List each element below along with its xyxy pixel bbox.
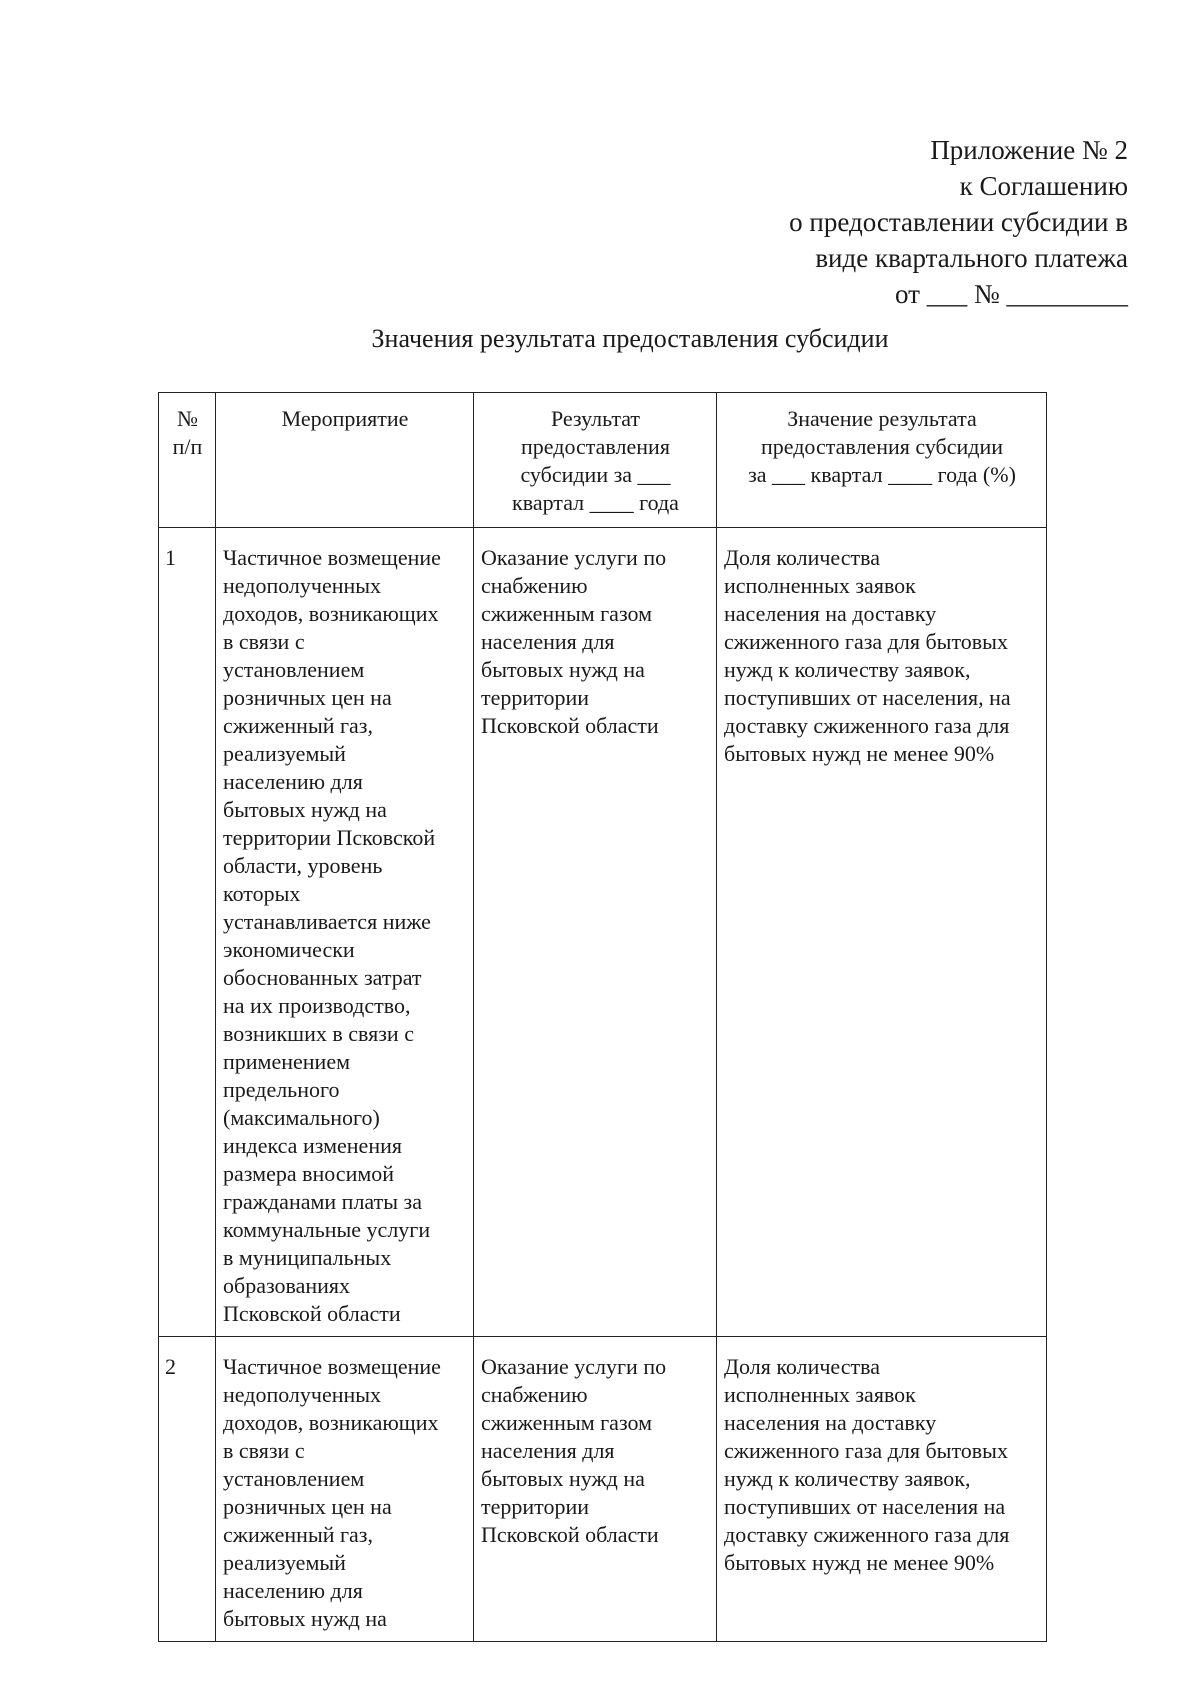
results-table	[158, 392, 1047, 1642]
text-line: реализуемый	[223, 741, 346, 766]
text-line: бытовых нужд на	[481, 657, 645, 682]
text-line: области, уровень	[223, 853, 383, 878]
text-line: Оказание услуги по	[481, 545, 667, 570]
text-line: сжиженный газ,	[223, 1522, 373, 1547]
text-line: установлением	[223, 657, 365, 682]
text-line: населения для	[481, 629, 615, 654]
text-line: которых	[223, 881, 301, 906]
text-line: бытовых нужд не менее 90%	[724, 1550, 995, 1575]
text-line: установлением	[223, 1466, 365, 1491]
row-result	[474, 1337, 717, 1642]
text-line: сжиженным газом	[481, 601, 653, 626]
text-line: населения на доставку	[724, 1410, 937, 1435]
text-line: населению для	[223, 1578, 363, 1603]
appendix-to-agreement: к Соглашению	[959, 171, 1128, 201]
text-line: территории Псковской	[223, 825, 436, 850]
text-line: нужд к количеству заявок,	[724, 1466, 971, 1491]
table-row	[159, 528, 1047, 1337]
text-line: доходов, возникающих	[223, 1410, 439, 1435]
text-line: квартал ____ года	[512, 490, 679, 515]
text-line: п/п	[172, 434, 203, 459]
text-line: применением	[223, 1049, 351, 1074]
row-value	[717, 1337, 1047, 1642]
appendix-subject-line-1: о предоставлении субсидии в	[789, 207, 1128, 237]
text-line: доставку сжиженного газа для	[724, 713, 1010, 738]
text-line: реализуемый	[223, 1550, 346, 1575]
header-event	[216, 393, 474, 528]
text-line: территории	[481, 1494, 590, 1519]
text-line: нужд к количеству заявок,	[724, 657, 971, 682]
text-line: населения на доставку	[724, 601, 937, 626]
text-line: Псковской области	[223, 1301, 401, 1326]
text-line: гражданами платы за	[223, 1189, 422, 1214]
text-line: на их производство,	[223, 993, 411, 1018]
text-line: розничных цен на	[223, 685, 392, 710]
appendix-header	[668, 132, 1128, 312]
text-line: коммунальные услуги	[223, 1217, 431, 1242]
row-event	[216, 1337, 474, 1642]
text-line: территории	[481, 685, 590, 710]
text-line: бытовых нужд на	[223, 1606, 387, 1631]
header-num	[159, 393, 216, 528]
text-line: доставку сжиженного газа для	[724, 1522, 1010, 1547]
table-row	[159, 1337, 1047, 1642]
text-line: недополученных	[223, 573, 382, 598]
text-line: в муниципальных	[223, 1245, 392, 1270]
text-line: Значение результата	[787, 406, 977, 431]
text-line: исполненных заявок	[724, 1382, 916, 1407]
row-value	[717, 528, 1047, 1337]
text-line: субсидии за ___	[520, 462, 671, 487]
text-line: предельного	[223, 1077, 340, 1102]
appendix-number: Приложение № 2	[930, 135, 1128, 165]
text-line: размера вносимой	[223, 1161, 395, 1186]
text-line: (максимального)	[223, 1105, 380, 1130]
text-line: населению для	[223, 769, 363, 794]
text-line: сжиженным газом	[481, 1410, 653, 1435]
text-line: Результат	[550, 406, 641, 431]
text-line: предоставления	[521, 434, 670, 459]
text-line: устанавливается ниже	[223, 909, 431, 934]
text-line: индекса изменения	[223, 1133, 402, 1158]
text-line: бытовых нужд не менее 90%	[724, 741, 995, 766]
appendix-date-number: от ___ № _________	[895, 279, 1128, 309]
text-line: сжиженный газ,	[223, 713, 373, 738]
row-number: 2	[159, 1337, 216, 1642]
text-line: Частичное возмещение	[223, 1354, 441, 1379]
text-line: поступивших от населения на	[724, 1494, 1006, 1519]
text-line: доходов, возникающих	[223, 601, 439, 626]
text-line: Доля количества	[724, 545, 880, 570]
text-line: Псковской области	[481, 1522, 659, 1547]
text-line: Частичное возмещение	[223, 545, 441, 570]
text-line: образованиях	[223, 1273, 351, 1298]
text-line: экономически	[223, 937, 355, 962]
row-number: 1	[159, 528, 216, 1337]
text-line: Мероприятие	[281, 406, 409, 431]
text-line: бытовых нужд на	[223, 797, 387, 822]
header-result	[474, 393, 717, 528]
text-line: снабжению	[481, 573, 588, 598]
text-line: Оказание услуги по	[481, 1354, 667, 1379]
appendix-subject-line-2: виде квартального платежа	[815, 243, 1128, 273]
text-line: возникших в связи с	[223, 1021, 414, 1046]
text-line: в связи с	[223, 1438, 305, 1463]
row-result	[474, 528, 717, 1337]
text-line: сжиженного газа для бытовых	[724, 1438, 1008, 1463]
row-event	[216, 528, 474, 1337]
text-line: недополученных	[223, 1382, 382, 1407]
text-line: населения для	[481, 1438, 615, 1463]
text-line: исполненных заявок	[724, 573, 916, 598]
header-value	[717, 393, 1047, 528]
text-line: за ___ квартал ____ года (%)	[748, 462, 1016, 487]
text-line: обоснованных затрат	[223, 965, 422, 990]
document-title: Значения результата предоставления субсидии	[371, 324, 889, 353]
text-line: сжиженного газа для бытовых	[724, 629, 1008, 654]
table-header-row	[159, 393, 1047, 528]
text-line: поступивших от населения, на	[724, 685, 1011, 710]
text-line: бытовых нужд на	[481, 1466, 645, 1491]
text-line: снабжению	[481, 1382, 588, 1407]
text-line: №	[177, 406, 198, 431]
text-line: Псковской области	[481, 713, 659, 738]
text-line: предоставления субсидии	[760, 434, 1004, 459]
text-line: Доля количества	[724, 1354, 880, 1379]
text-line: розничных цен на	[223, 1494, 392, 1519]
text-line: в связи с	[223, 629, 305, 654]
